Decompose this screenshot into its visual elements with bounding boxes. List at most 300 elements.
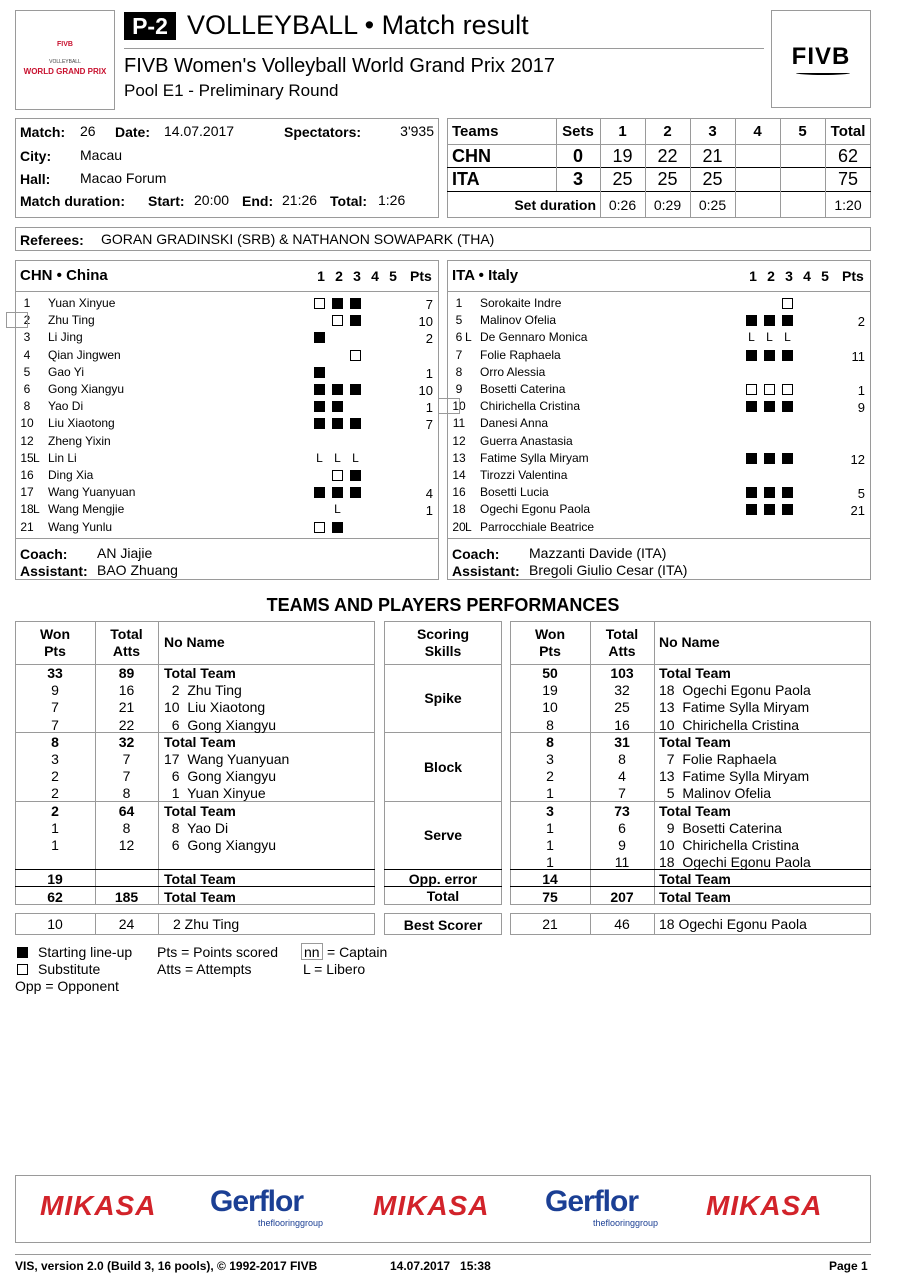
- perf-won: 10: [542, 699, 558, 716]
- starting-lineup-icon: [332, 522, 343, 533]
- player-points: 10: [418, 314, 433, 330]
- perf-atts: 207: [610, 888, 634, 905]
- ita-perf-pts-header: Pts: [539, 643, 561, 659]
- end-label: End:: [242, 193, 274, 209]
- score-hline: [447, 191, 871, 192]
- skills-hline: [384, 664, 502, 665]
- player-points: 4: [425, 486, 433, 502]
- volleyball-logo-text: VOLLEYBALL: [49, 59, 81, 65]
- perf-won: 8: [546, 733, 554, 750]
- player-number: 11: [452, 416, 466, 431]
- starting-lineup-icon: [314, 367, 325, 378]
- captain-marker: [438, 398, 460, 414]
- set-duration-2: 0:29: [653, 197, 682, 213]
- skill-total: Total: [426, 888, 460, 904]
- ita-coach-name: Mazzanti Davide (ITA): [529, 545, 667, 561]
- player-number: 1: [23, 296, 31, 310]
- starting-lineup-icon: [314, 401, 325, 412]
- starting-lineup-icon: [746, 315, 757, 326]
- legend-libero: L = Libero: [303, 961, 366, 977]
- starting-lineup-icon: [332, 401, 343, 412]
- competition-title: FIVB Women's Volleyball World Grand Prix 2017: [124, 55, 556, 77]
- starting-lineup-icon: [746, 504, 757, 515]
- perf-name: 18 Ogechi Egonu Paola: [659, 854, 811, 871]
- starting-lineup-icon: [764, 350, 775, 361]
- perf-won: 1: [546, 819, 554, 836]
- start-time: 20:00: [194, 192, 230, 208]
- starting-lineup-icon: [332, 487, 343, 498]
- score-sets-chn: 0: [572, 146, 583, 166]
- player-number: 10: [452, 399, 466, 414]
- substitute-icon: [782, 298, 793, 309]
- hall-value: Macao Forum: [80, 170, 167, 186]
- city-value: Macau: [80, 147, 123, 163]
- chn-coach-label: Coach:: [20, 546, 68, 562]
- player-points: 10: [418, 383, 433, 398]
- score-set1-chn: 19: [612, 146, 633, 166]
- perf-atts: 32: [614, 682, 630, 699]
- player-number: 6: [455, 330, 463, 345]
- ita-best-won: 21: [542, 916, 558, 932]
- ita-best-vline: [654, 913, 655, 935]
- perf-won: 3: [546, 802, 554, 819]
- libero-set-marker: L: [748, 330, 755, 345]
- fivb-logo-swoosh: [796, 71, 850, 75]
- player-number: 2: [23, 313, 31, 328]
- score-total-chn: 62: [837, 146, 859, 166]
- perf-won: 2: [51, 768, 59, 785]
- perf-name: Total Team: [659, 871, 731, 888]
- performance-title: TEAMS AND PLAYERS PERFORMANCES: [266, 595, 620, 615]
- starting-lineup-icon: [746, 401, 757, 412]
- starting-lineup-icon: [332, 384, 343, 395]
- score-header-set3: 3: [708, 123, 717, 140]
- skill-serve: Serve: [423, 827, 463, 843]
- player-points: 1: [857, 383, 865, 398]
- player-number: 4: [23, 347, 31, 362]
- ita-perf-total-header: Total: [605, 626, 639, 642]
- player-name: Bosetti Lucia: [480, 485, 549, 500]
- perf-won: 7: [51, 716, 59, 733]
- player-name: Malinov Ofelia: [480, 313, 557, 328]
- starting-lineup-icon: [764, 401, 775, 412]
- gerflor-tagline: theflooringgroup: [593, 1218, 659, 1228]
- player-points: 12: [850, 451, 865, 467]
- score-team-chn: CHN: [452, 146, 491, 166]
- mikasa-logo: MIKASA: [40, 1190, 157, 1221]
- score-total-ita: 75: [837, 169, 859, 189]
- duration-label: Match duration:: [20, 193, 125, 209]
- perf-atts: 11: [614, 854, 630, 871]
- starting-lineup-icon: [350, 418, 361, 429]
- perf-name: Total Team: [164, 871, 236, 888]
- perf-atts: 185: [114, 888, 139, 905]
- player-number: 5: [455, 313, 463, 328]
- player-number: 12: [452, 433, 466, 448]
- perf-won: 75: [542, 888, 558, 905]
- perf-name: Total Team: [164, 802, 236, 819]
- player-name: Folie Raphaela: [480, 347, 561, 362]
- legend-opponent: Opp = Opponent: [15, 978, 119, 994]
- player-name: Sorokaite Indre: [480, 296, 562, 310]
- perf-won: 3: [546, 751, 554, 767]
- ita-coach-label: Coach:: [452, 546, 500, 562]
- perf-atts: 25: [614, 699, 630, 716]
- substitute-icon: [332, 315, 343, 326]
- starting-lineup-icon: [782, 350, 793, 361]
- starting-lineup-icon: [782, 401, 793, 412]
- perf-atts: 22: [118, 716, 135, 733]
- player-points: 1: [425, 365, 433, 381]
- referees-label: Referees:: [20, 232, 84, 248]
- hall-label: Hall:: [20, 171, 51, 187]
- perf-name: 10 Chirichella Cristina: [659, 837, 800, 853]
- player-name: Tirozzi Valentina: [480, 468, 568, 482]
- perf-atts: 7: [122, 751, 131, 767]
- legend-points: Pts = Points scored: [157, 944, 279, 960]
- chn-set4-header: 4: [371, 268, 379, 284]
- chn-best-vline: [158, 913, 159, 935]
- ita-set5-header: 5: [821, 268, 829, 284]
- ita-assistant-name: Bregoli Giulio Cesar (ITA): [529, 562, 688, 578]
- player-name: Fatime Sylla Miryam: [480, 450, 589, 465]
- player-number: 7: [455, 347, 463, 362]
- perf-name: 13 Fatime Sylla Miryam: [659, 768, 810, 785]
- skills-hline: [384, 869, 502, 870]
- player-points: 2: [857, 314, 865, 330]
- perf-won: 1: [51, 837, 59, 853]
- score-hline: [447, 144, 871, 145]
- starting-lineup-icon: [332, 298, 343, 309]
- perf-name: Total Team: [164, 665, 236, 681]
- starting-lineup-icon: [764, 453, 775, 464]
- perf-name: 6 Gong Xiangyu: [164, 837, 277, 853]
- perf-atts: 21: [118, 699, 135, 716]
- substitute-icon: [746, 384, 757, 395]
- perf-name: 17 Wang Yuanyuan: [164, 751, 290, 767]
- ita-set1-header: 1: [749, 268, 757, 284]
- date-label: Date:: [115, 124, 151, 140]
- skills-hline: [384, 801, 502, 802]
- score-header-set5: 5: [798, 123, 807, 140]
- player-name: Parrocchiale Beatrice: [480, 519, 595, 534]
- perf-won: 1: [546, 837, 554, 853]
- player-name: Ding Xia: [48, 468, 94, 482]
- perf-atts: 16: [614, 716, 630, 733]
- footer-datetime: 14.07.2017 15:38: [390, 1259, 491, 1273]
- player-number: 8: [455, 364, 463, 379]
- perf-atts: 73: [614, 802, 630, 819]
- libero-set-marker: L: [334, 450, 341, 465]
- starting-lineup-icon: [350, 470, 361, 481]
- player-name: Orro Alessia: [480, 364, 546, 379]
- perf-name: 6 Gong Xiangyu: [164, 716, 277, 733]
- player-name: Wang Yunlu: [48, 519, 113, 534]
- perf-name: Total Team: [659, 802, 731, 819]
- substitute-icon: [17, 964, 28, 975]
- chn-coach-divider: [15, 538, 439, 539]
- libero-set-marker: L: [784, 330, 791, 345]
- mikasa-logo: MIKASA: [373, 1190, 490, 1221]
- player-points: 2: [425, 331, 433, 347]
- player-name: Gong Xiangyu: [48, 382, 125, 396]
- ita-set4-header: 4: [803, 268, 811, 284]
- perf-name: 10 Liu Xiaotong: [164, 699, 266, 716]
- total-label: Total:: [330, 193, 368, 209]
- ita-coach-divider: [447, 538, 871, 539]
- score-header-teams: Teams: [452, 123, 499, 140]
- spectators-count: 3'935: [400, 123, 434, 139]
- player-number: 10: [20, 416, 34, 431]
- legend-substitute: Substitute: [38, 961, 101, 977]
- perf-won: 1: [51, 819, 59, 836]
- player-name: Wang Mengjie: [48, 502, 125, 517]
- starting-lineup-icon: [350, 298, 361, 309]
- player-number: 21: [20, 519, 34, 534]
- footer-version: VIS, version 2.0 (Build 3, 16 pools), © 1992-2017 FIVB: [15, 1259, 318, 1273]
- doc-title: VOLLEYBALL • Match result: [187, 10, 529, 40]
- player-number: 8: [23, 399, 31, 414]
- perf-won: 19: [47, 871, 63, 888]
- starting-lineup-icon: [782, 453, 793, 464]
- ita-team-title: ITA • Italy: [452, 267, 519, 284]
- chn-perf-pts-header: Pts: [44, 643, 66, 659]
- perf-atts: 64: [118, 802, 135, 819]
- player-name: Danesi Anna: [480, 416, 549, 431]
- spectators-label: Spectators:: [284, 124, 362, 140]
- ita-perf-atts-header: Atts: [608, 643, 636, 659]
- skills-hline: [384, 732, 502, 733]
- skill-block: Block: [423, 759, 463, 775]
- captain-marker: [6, 312, 28, 328]
- starting-lineup-icon: [782, 487, 793, 498]
- player-number: 15: [20, 450, 34, 465]
- perf-name: 8 Yao Di: [164, 819, 229, 836]
- ita-perf-name-header: No Name: [659, 634, 720, 650]
- player-number: 18: [452, 502, 466, 517]
- perf-name: 10 Chirichella Cristina: [659, 716, 800, 733]
- perf-atts: 8: [122, 819, 131, 836]
- chn-coach-name: AN Jiajie: [97, 545, 153, 561]
- player-number: 17: [20, 485, 34, 500]
- perf-atts: 6: [618, 819, 626, 836]
- libero-set-marker: L: [352, 450, 359, 465]
- score-header-sets: Sets: [562, 123, 594, 140]
- player-points: 1: [425, 400, 433, 416]
- perf-atts: 31: [614, 733, 630, 750]
- score-set1-ita: 25: [612, 169, 633, 189]
- player-points: 7: [425, 297, 433, 312]
- player-number: 20: [452, 519, 466, 534]
- score-set3-ita: 25: [702, 169, 723, 189]
- perf-won: 62: [47, 888, 63, 905]
- score-sets-ita: 3: [572, 169, 583, 189]
- ita-best-atts: 46: [614, 916, 630, 932]
- ita-set3-header: 3: [785, 268, 793, 284]
- perf-name: Total Team: [164, 888, 236, 905]
- doc-code-badge: P-2: [124, 12, 176, 40]
- perf-won: 1: [546, 854, 554, 871]
- round-title: Pool E1 - Preliminary Round: [124, 81, 339, 100]
- player-number: 1: [455, 296, 463, 310]
- player-name: Wang Yuanyuan: [48, 485, 136, 500]
- starting-lineup-icon: [746, 453, 757, 464]
- starting-lineup-icon: [314, 384, 325, 395]
- perf-won: 33: [47, 665, 63, 681]
- player-points: 1: [425, 503, 433, 519]
- perf-won: 8: [546, 716, 554, 733]
- starting-lineup-icon: [17, 947, 28, 958]
- chn-perf-name-header: No Name: [164, 634, 225, 650]
- player-points: 11: [851, 348, 865, 364]
- perf-name: 5 Malinov Ofelia: [659, 785, 772, 802]
- starting-lineup-icon: [764, 315, 775, 326]
- chn-best-name: 2 Zhu Ting: [173, 916, 240, 932]
- best-scorer-label: Best Scorer: [403, 917, 483, 933]
- chn-set2-header: 2: [335, 268, 343, 284]
- score-header-set4: 4: [753, 123, 762, 140]
- player-name: Li Jing: [48, 330, 83, 345]
- libero-set-marker: L: [334, 502, 341, 517]
- perf-name: 2 Zhu Ting: [164, 682, 242, 699]
- perf-name: 6 Gong Xiangyu: [164, 768, 277, 785]
- perf-atts: 103: [610, 665, 634, 681]
- starting-lineup-icon: [350, 487, 361, 498]
- perf-name: Total Team: [659, 665, 731, 681]
- perf-won: 14: [542, 871, 558, 888]
- referees-value: GORAN GRADINSKI (SRB) & NATHANON SOWAPARK (THA): [101, 231, 495, 247]
- player-name: Yao Di: [48, 399, 84, 414]
- ita-assistant-label: Assistant:: [452, 563, 520, 579]
- chn-perf-atts-header: Atts: [112, 643, 141, 659]
- chn-pts-header: Pts: [410, 268, 432, 284]
- player-name: Gao Yi: [48, 364, 85, 379]
- player-name: Zheng Yixin: [48, 433, 111, 448]
- player-number: 12: [20, 433, 34, 448]
- libero-marker: L: [33, 450, 40, 465]
- match-date: 14.07.2017: [164, 123, 235, 139]
- player-points: 7: [425, 417, 433, 433]
- substitute-icon: [764, 384, 775, 395]
- perf-name: 1 Yuan Xinyue: [164, 785, 266, 802]
- start-label: Start:: [148, 193, 185, 209]
- perf-name: 7 Folie Raphaela: [659, 751, 777, 767]
- player-name: Lin Li: [48, 450, 77, 465]
- perf-atts: 8: [122, 785, 131, 802]
- gerflor-logo: Gerflor: [210, 1185, 304, 1218]
- perf-atts: 12: [118, 837, 135, 853]
- player-number: 16: [452, 485, 466, 500]
- perf-won: 8: [51, 733, 59, 750]
- legend-captain-box: nn: [304, 944, 320, 960]
- player-number: 16: [20, 468, 34, 482]
- player-name: Yuan Xinyue: [48, 296, 116, 310]
- fivb-logo: FIVB: [791, 43, 851, 70]
- player-number: 14: [452, 468, 466, 482]
- starting-lineup-icon: [764, 487, 775, 498]
- footer-divider: [15, 1254, 871, 1255]
- libero-marker: L: [465, 519, 472, 534]
- substitute-icon: [332, 470, 343, 481]
- player-number: 6: [23, 382, 31, 396]
- perf-atts: 7: [122, 768, 131, 785]
- end-time: 21:26: [282, 192, 318, 208]
- score-set3-chn: 21: [702, 146, 723, 166]
- player-points: 5: [857, 486, 865, 502]
- player-name: Qian Jingwen: [48, 347, 121, 362]
- perf-won: 9: [51, 682, 59, 699]
- score-header-total: Total: [830, 123, 866, 140]
- player-name: Chirichella Cristina: [480, 399, 581, 414]
- perf-won: 19: [542, 682, 558, 699]
- substitute-icon: [314, 298, 325, 309]
- starting-lineup-icon: [332, 418, 343, 429]
- gerflor-tagline: theflooringgroup: [258, 1218, 324, 1228]
- footer-page: Page 1: [829, 1259, 868, 1273]
- perf-atts: 9: [618, 837, 626, 853]
- substitute-icon: [782, 384, 793, 395]
- player-name: Guerra Anastasia: [480, 433, 573, 448]
- chn-perf-total-header: Total: [110, 626, 143, 642]
- substitute-icon: [350, 350, 361, 361]
- starting-lineup-icon: [782, 315, 793, 326]
- score-set2-ita: 25: [657, 169, 678, 189]
- chn-set3-header: 3: [353, 268, 361, 284]
- player-name: Liu Xiaotong: [48, 416, 115, 431]
- set-duration-1: 0:26: [608, 197, 637, 213]
- starting-lineup-icon: [746, 487, 757, 498]
- perf-name: 9 Bosetti Caterina: [659, 819, 782, 836]
- libero-set-marker: L: [316, 450, 323, 465]
- ita-set2-header: 2: [767, 268, 775, 284]
- starting-lineup-icon: [314, 418, 325, 429]
- perf-won: 1: [546, 785, 554, 802]
- world-grand-prix-logo: WORLD GRAND PRIX: [23, 67, 107, 76]
- skill-spike: Spike: [424, 690, 462, 706]
- total-time: 1:26: [378, 192, 406, 208]
- perf-won: 2: [51, 802, 59, 819]
- libero-set-marker: L: [766, 330, 773, 345]
- starting-lineup-icon: [764, 504, 775, 515]
- chn-assistant-label: Assistant:: [20, 563, 88, 579]
- perf-atts: 4: [618, 768, 626, 785]
- chn-perf-hline: [15, 869, 375, 870]
- chn-team-title: CHN • China: [20, 267, 108, 284]
- player-number: 3: [23, 330, 31, 345]
- perf-atts: 8: [618, 751, 626, 767]
- header-divider: [124, 48, 764, 49]
- libero-marker: L: [465, 330, 472, 345]
- player-number: 13: [452, 450, 466, 465]
- legend-starting: Starting line-up: [38, 944, 133, 960]
- libero-marker: L: [33, 502, 40, 517]
- score-header-set2: 2: [663, 123, 672, 140]
- chn-best-atts: 24: [118, 916, 135, 932]
- left-logo-box: [15, 10, 115, 110]
- perf-won: 2: [546, 768, 554, 785]
- starting-lineup-icon: [314, 487, 325, 498]
- match-label: Match:: [20, 124, 66, 140]
- perf-atts: 16: [118, 682, 135, 699]
- score-header-set1: 1: [618, 123, 627, 140]
- player-number: 9: [455, 382, 463, 396]
- perf-name: Total Team: [659, 733, 731, 750]
- perf-won: 2: [51, 785, 59, 802]
- player-number: 5: [23, 364, 31, 379]
- perf-atts: 32: [118, 733, 135, 750]
- starting-lineup-icon: [782, 504, 793, 515]
- starting-lineup-icon: [350, 315, 361, 326]
